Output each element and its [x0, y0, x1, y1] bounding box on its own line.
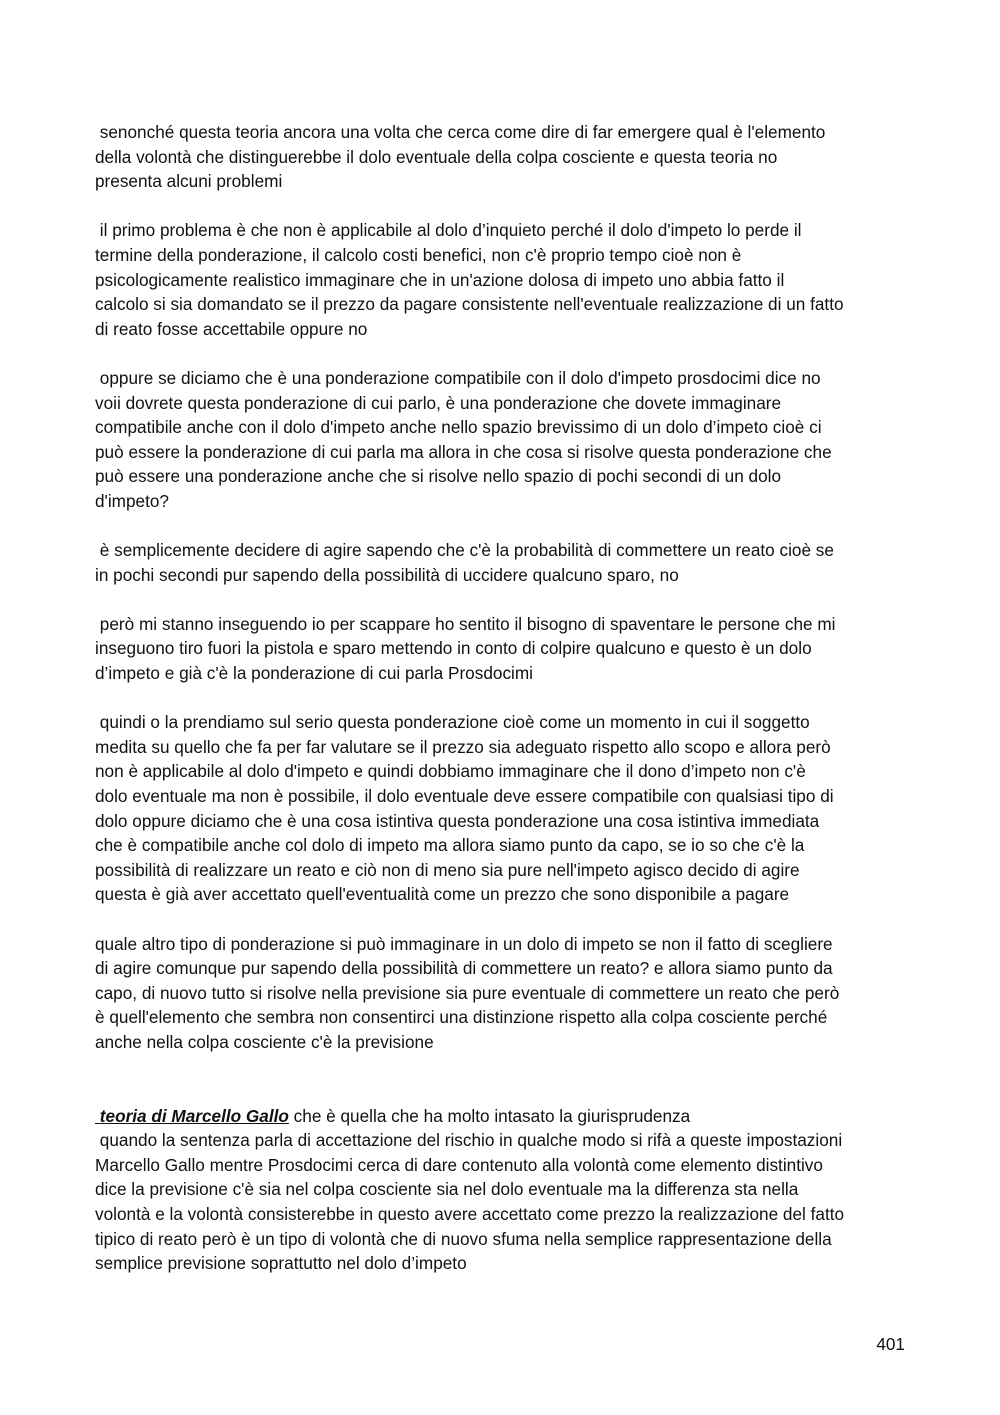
paragraph-5: però mi stanno inseguendo io per scappare ho sentito il bisogno di spaventare le persone che mi inseguono tiro fuori la pistola e sparo mettendo in conto di colpire qualcuno e questo è un dolo d’impeto e già c'è la ponderazione di cui parla Prosdocimi: [95, 613, 836, 684]
section-body: quando la sentenza parla di accettazione del rischio in qualche modo si rifà a queste impostazioni Marcello Gallo mentre Prosdocimi cerca di dare contenuto alla volontà come elemento distintivo dice la previsione c'è sia nel colpa cosciente sia nel dolo eventuale ma la differenza sta nella volontà e la volontà consisterebbe in questo avere accettato come prezzo la realizzazione del fatto tipico di reato però è un tipo di volontà che di nuovo sfuma nella semplice rappresentazione della semplice previsione soprattutto nel dolo d’impeto: [95, 1130, 845, 1274]
paragraph-4: è semplicemente decidere di agire sapendo che c'è la probabilità di commettere un reato cioè se in pochi secondi pur sapendo della possibilità di uccidere qualcuno sparo, no: [95, 540, 834, 585]
paragraph-2: il primo problema è che non è applicabile al dolo d’inquieto perché il dolo d'impeto lo perde il termine della ponderazione, il calcolo costi benefici, non c'è proprio tempo cioè non è psicologicamente realistico immaginare che in un'azione dolosa di impeto uno abbia fatto il calcolo si sia domandato se il prezzo da pagare consistente nell'eventuale realizzazione di un fatto di reato fosse accettabile oppure no: [95, 220, 844, 339]
page-number: 401: [876, 1334, 905, 1354]
section-heading-rest: che è quella che ha molto intasato la giurisprudenza: [288, 1105, 691, 1126]
paragraph-spacer: [95, 587, 907, 612]
paragraph-spacer: [95, 341, 907, 366]
page-content: [95, 120, 907, 1276]
paragraph-spacer: [95, 514, 907, 539]
paragraph-1: senonché questa teoria ancora una volta che cerca come dire di far emergere qual è l'elemento della volontà che distinguerebbe il dolo eventuale della colpa cosciente e questa teoria no presenta alcuni problemi: [95, 122, 826, 192]
paragraph-spacer: [95, 907, 907, 932]
section-heading: teoria di Marcello Gallo: [95, 1105, 289, 1126]
paragraph-6: quindi o la prendiamo sul serio questa ponderazione cioè come un momento in cui il soggetto medita su quello che fa per far valutare se il prezzo sia adeguato rispetto allo scopo e allora però non è applicabile al dolo d'impeto e quindi dobbiamo immaginare che il dono d’impeto non c'è dolo eventuale ma non è possibile, il dolo eventuale deve essere compatibile con qualsiasi tipo di dolo oppure diciamo che è una cosa istintiva questa ponderazione una cosa istintiva immediata che è compatibile anche col dolo di impeto ma allora siamo punto da capo, se io so che c'è la possibilità di realizzare un reato e ciò non di meno sia pure nell'impeto agisco decido di agire questa è già aver accettato quell'eventualità come un prezzo che sono disponibile a pagare: [95, 712, 834, 905]
section-spacer: [95, 1055, 907, 1104]
paragraph-spacer: [95, 686, 907, 711]
paragraph-3: oppure se diciamo che è una ponderazione compatibile con il dolo d'impeto prosdocimi dice no voii dovrete questa ponderazione di cui parlo, è una ponderazione che dovete immaginare compatibile anche con il dolo d'impeto anche nello spazio brevissimo di un dolo d’impeto cioè ci può essere la ponderazione di cui parla ma allora in che cosa si risolve questa ponderazione che può essere una ponderazione anche che si risolve nello spazio di pochi secondi di un dolo d'impeto?: [95, 367, 832, 511]
paragraph-spacer: [95, 194, 907, 219]
section-heading-line: [95, 1104, 907, 1129]
paragraph-7: quale altro tipo di ponderazione si può immaginare in un dolo di impeto se non il fatto di scegliere di agire comunque pur sapendo della possibilità di commettere un reato? e allora siamo punto da capo, di nuovo tutto si risolve nella previsione sia pure eventuale di commettere un reato che però è quell'elemento che sembra non consentirci una distinzione rispetto alla colpa cosciente perché anche nella colpa cosciente c'è la previsione: [95, 933, 840, 1052]
